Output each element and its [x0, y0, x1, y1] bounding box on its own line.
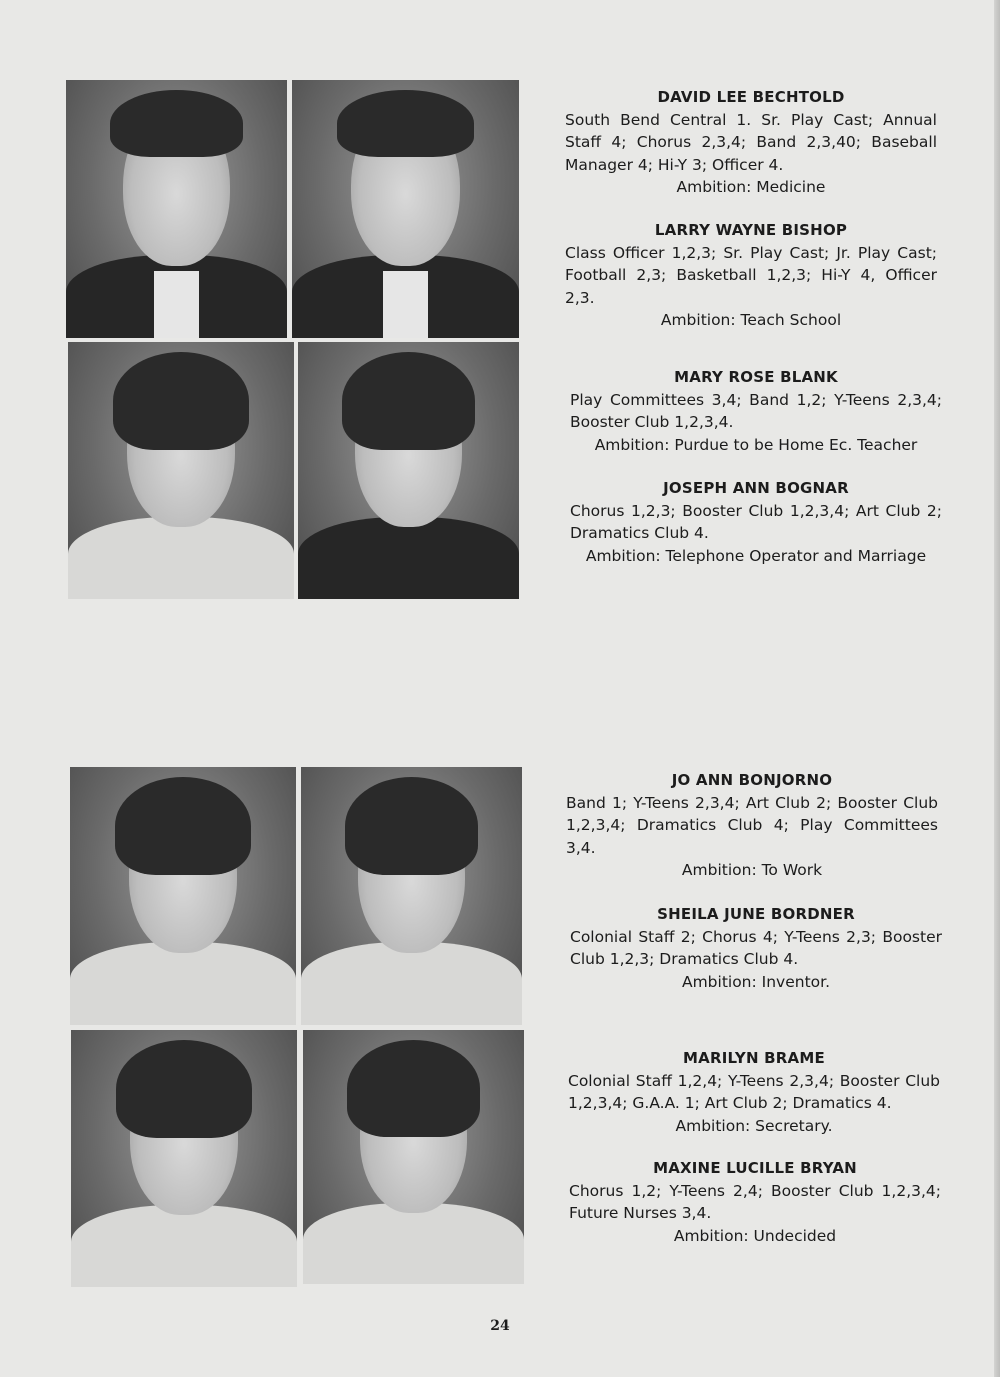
student-activities: Chorus 1,2,3; Booster Club 1,2,3,4; Art Club 2; Dramatics Club 4.	[570, 501, 942, 542]
portrait-jo-ann-bonjorno	[70, 767, 296, 1025]
student-name: MARILYN BRAME	[683, 1049, 825, 1067]
entry-larry-wayne-bishop	[565, 219, 937, 332]
student-activities: Play Committees 3,4; Band 1,2; Y-Teens 2,3,4; Booster Club 1,2,3,4.	[570, 390, 942, 431]
entry-jo-ann-bonjorno	[566, 769, 938, 882]
entry-sheila-june-bordner	[570, 903, 942, 993]
student-ambition: Ambition: Teach School	[660, 311, 842, 329]
student-name: JOSEPH ANN BOGNAR	[663, 479, 849, 497]
student-name: SHEILA JUNE BORDNER	[657, 905, 855, 923]
portrait-maxine-lucille-bryan	[303, 1030, 524, 1284]
entry-mary-rose-blank	[570, 366, 942, 456]
student-ambition: Ambition: Purdue to be Home Ec. Teacher	[594, 435, 918, 454]
student-activities: Chorus 1,2; Y-Teens 2,4; Booster Club 1,2,3,4; Future Nurses 3,4.	[569, 1181, 941, 1222]
student-name: MARY ROSE BLANK	[674, 368, 838, 386]
entry-joseph-ann-bognar	[570, 477, 942, 567]
student-ambition: Ambition: Medicine	[676, 178, 826, 196]
portrait-joseph-ann-bognar	[298, 342, 519, 599]
entry-maxine-lucille-bryan	[569, 1157, 941, 1247]
student-ambition: Ambition: To Work	[681, 861, 823, 879]
portrait-sheila-june-bordner	[301, 767, 522, 1025]
student-name: MAXINE LUCILLE BRYAN	[653, 1159, 857, 1177]
portrait-david-lee-bechtold	[66, 80, 287, 338]
page-number: 24	[490, 1318, 510, 1334]
portrait-mary-rose-blank	[68, 342, 294, 599]
student-name: DAVID LEE BECHTOLD	[657, 88, 845, 106]
entry-david-lee-bechtold	[565, 86, 937, 199]
portrait-marilyn-brame	[71, 1030, 297, 1287]
entry-marilyn-brame	[568, 1047, 940, 1137]
student-activities: Class Officer 1,2,3; Sr. Play Cast; Jr. Play Cast; Football 2,3; Basketball 1,2,3; Hi-Y 4, Officer 2,3.	[565, 243, 937, 307]
page-edge	[994, 0, 1000, 1377]
student-activities: Band 1; Y-Teens 2,3,4; Art Club 2; Booster Club 1,2,3,4; Dramatics Club 4; Play Committees 3,4.	[566, 793, 938, 857]
student-activities: Colonial Staff 1,2,4; Y-Teens 2,3,4; Booster Club 1,2,3,4; G.A.A. 1; Art Club 2; Dramatics 4.	[568, 1071, 940, 1112]
student-activities: South Bend Central 1. Sr. Play Cast; Annual Staff 4; Chorus 2,3,4; Band 2,3,40; Baseball Manager 4; Hi-Y 3; Officer 4.	[565, 110, 937, 174]
student-ambition: Ambition: Undecided	[673, 1226, 837, 1245]
student-activities: Colonial Staff 2; Chorus 4; Y-Teens 2,3; Booster Club 1,2,3; Dramatics Club 4.	[570, 927, 942, 968]
student-name: LARRY WAYNE BISHOP	[654, 221, 848, 239]
student-ambition: Ambition: Secretary.	[675, 1116, 833, 1135]
student-ambition: Ambition: Telephone Operator and Marriage	[585, 546, 927, 565]
portrait-larry-wayne-bishop	[292, 80, 519, 338]
student-name: JO ANN BONJORNO	[671, 771, 833, 789]
student-ambition: Ambition: Inventor.	[681, 972, 831, 991]
